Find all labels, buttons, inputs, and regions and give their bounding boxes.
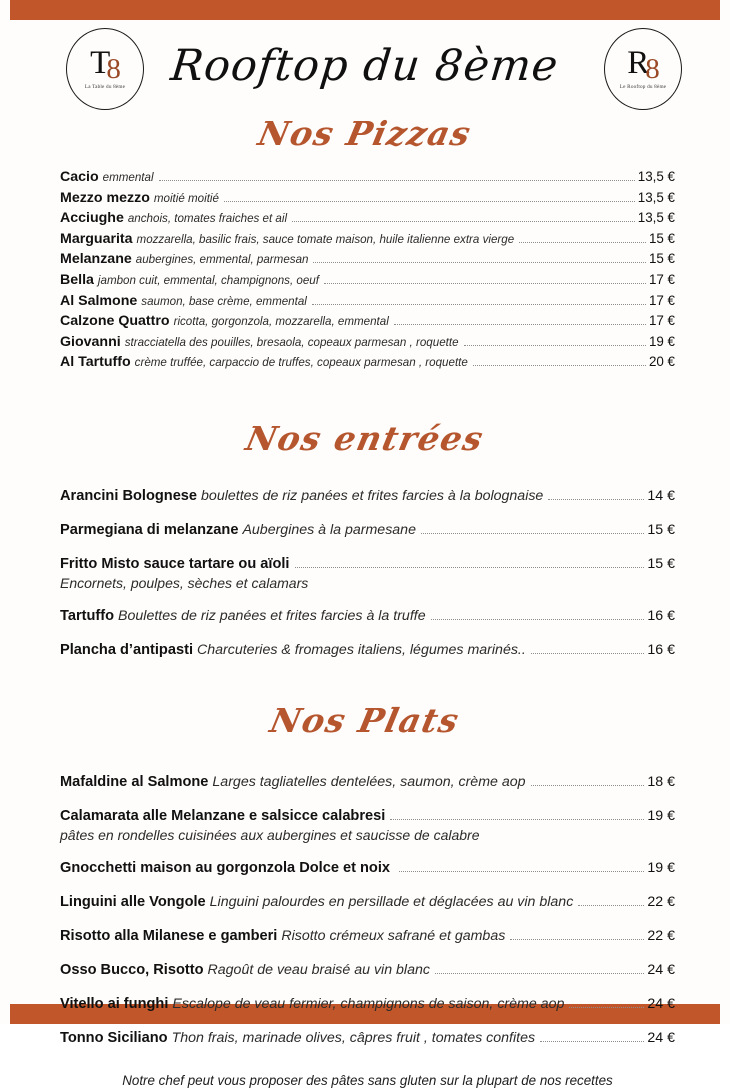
menu-header (10, 20, 720, 112)
item-description: Escalope de veau fermier, champignons de saison, crème aop (172, 995, 565, 1012)
item-name: Calzone Quattro (60, 313, 170, 330)
menu-row (60, 270, 675, 291)
item-description: Risotto crémeux safrané et gambas (281, 927, 506, 944)
logo-la-table-du-8eme (66, 28, 144, 110)
item-name: Al Tartuffo (60, 354, 131, 371)
item-description: emmental (102, 171, 154, 184)
menu-row (60, 928, 675, 945)
menu-row (60, 291, 675, 312)
item-price: 16 € (647, 641, 675, 658)
menu-row (60, 894, 675, 911)
menu-item (60, 774, 675, 791)
dot-leader (324, 283, 646, 284)
menu-row (60, 167, 675, 188)
item-name: Fritto Misto sauce tartare ou aïoli (60, 555, 290, 572)
item-name: Gnocchetti maison au gorgonzola Dolce et noix (60, 859, 391, 876)
menu-item (60, 167, 675, 188)
item-name: Melanzane (60, 251, 132, 268)
menu-row (60, 188, 675, 209)
dot-leader (224, 201, 635, 202)
item-name: Tartuffo (60, 607, 115, 624)
item-description: saumon, base crème, emmental (141, 294, 307, 308)
dot-leader (399, 871, 644, 872)
menu-item (60, 894, 675, 911)
dot-leader (394, 324, 646, 325)
dot-leader (473, 365, 646, 366)
item-description: Aubergines à la parmesane (242, 521, 416, 538)
item-price: 13,5 € (637, 169, 675, 184)
logo-right-subtitle: Le Rooftop du 8ème (619, 84, 667, 91)
menu-row (60, 608, 675, 625)
menu-row (60, 774, 675, 791)
menu-row (60, 488, 675, 505)
item-price: 24 € (647, 961, 675, 978)
item-price: 17 € (648, 292, 675, 308)
item-price: 24 € (647, 995, 675, 1012)
item-name: Marguarita (60, 230, 133, 247)
dot-leader (548, 499, 644, 500)
item-subline: Encornets, poulpes, sèches et calamars (60, 574, 309, 591)
dot-leader (295, 567, 645, 568)
dot-leader (390, 819, 644, 820)
item-price: 15 € (648, 230, 675, 246)
menu-item (60, 996, 675, 1013)
dot-leader (431, 619, 645, 620)
item-name: Linguini alle Vongole (60, 893, 206, 910)
menu-row (60, 332, 675, 353)
menu-item (60, 642, 675, 659)
logo-le-rooftop-du-8eme (604, 28, 682, 110)
dot-leader (421, 533, 644, 534)
menu-item (60, 556, 675, 573)
menu-item (60, 1030, 675, 1047)
dot-leader (531, 653, 645, 654)
item-price: 17 € (648, 313, 675, 329)
item-price: 14 € (647, 487, 675, 504)
logo-left-number: 8 (106, 52, 120, 85)
menu-row (60, 208, 675, 229)
menu-item (60, 229, 675, 250)
item-price: 17 € (648, 271, 675, 287)
item-name: Cacio (60, 169, 99, 185)
menu-row (60, 522, 675, 539)
dot-leader (435, 973, 644, 974)
menu-item (60, 928, 675, 945)
item-description: Thon frais, marinade olives, câpres fruit , tomates confites (171, 1029, 536, 1046)
item-description: boulettes de riz panées et frites farcies à la bolognaise (201, 487, 544, 504)
menu-item (60, 270, 675, 291)
item-name: Tonno Siciliano (60, 1029, 168, 1046)
menu-item (60, 808, 675, 825)
item-description: jambon cuit, emmental, champignons, oeuf (97, 273, 319, 287)
menu-item (60, 249, 675, 270)
item-description: Boulettes de riz panées et frites farcies à la truffe (118, 607, 426, 624)
dot-leader (313, 262, 645, 263)
item-price: 15 € (647, 521, 675, 538)
menu-item (60, 311, 675, 332)
item-description: moitié moitié (153, 191, 219, 205)
item-description: Ragoût de veau braisé au vin blanc (207, 961, 430, 978)
menu-item (60, 522, 675, 539)
item-name: Mezzo mezzo (60, 189, 150, 206)
item-description: anchois, tomates fraiches et ail (127, 212, 288, 226)
gluten-free-note: Notre chef peut vous proposer des pâtes sans gluten sur la plupart de nos recettes (122, 1072, 613, 1088)
logo-right-number: 8 (645, 52, 659, 85)
item-description: Charcuteries & fromages italiens, légumes marinés.. (197, 641, 526, 658)
item-name: Giovanni (60, 333, 121, 350)
item-name: Calamarata alle Melanzane e salsicce calabresi (60, 807, 386, 824)
item-description: mozzarella, basilic frais, sauce tomate maison, huile italienne extra vierge (136, 232, 515, 246)
item-price: 19 € (647, 807, 675, 824)
menu-item (60, 352, 675, 373)
item-description: Linguini palourdes en persillade et déglacées au vin blanc (209, 893, 574, 910)
menu-list-plats (10, 774, 720, 1088)
item-name: Bella (60, 271, 94, 288)
item-price: 20 € (648, 354, 675, 370)
dot-leader (531, 785, 645, 786)
section-heading-entrees: Nos entrées (242, 418, 488, 458)
dot-leader (159, 180, 635, 181)
menu-row (60, 352, 675, 373)
item-price: 13,5 € (637, 189, 675, 205)
dot-leader (312, 304, 646, 305)
item-price: 13,5 € (637, 210, 675, 226)
menu-item (60, 188, 675, 209)
dot-leader (510, 939, 644, 940)
menu-row (60, 642, 675, 659)
menu-item (60, 962, 675, 979)
item-name: Arancini Bolognese (60, 487, 198, 504)
item-name: Risotto alla Milanese e gamberi (60, 927, 278, 944)
dot-leader (578, 905, 644, 906)
logo-left-monogram (90, 44, 120, 85)
section-heading-plats: Nos Plats (266, 700, 464, 740)
menu-row (60, 311, 675, 332)
item-name: Plancha d’antipasti (60, 641, 193, 658)
menu-item (60, 291, 675, 312)
menu-item (60, 860, 675, 877)
item-description: stracciatella des pouilles, bresaola, copeaux parmesan , roquette (124, 335, 459, 349)
dot-leader (464, 345, 646, 346)
menu-item (60, 332, 675, 353)
page-title: Rooftop du 8ème (168, 41, 562, 91)
item-name: Parmegiana di melanzane (60, 521, 239, 538)
item-description: ricotta, gorgonzola, mozzarella, emmental (173, 315, 389, 329)
menu-item (60, 208, 675, 229)
dot-leader (569, 1007, 644, 1008)
item-price: 15 € (647, 555, 675, 572)
item-price: 16 € (647, 607, 675, 624)
menu-row (60, 808, 675, 843)
menu-row (60, 249, 675, 270)
menu-item (60, 608, 675, 625)
item-price: 19 € (648, 333, 675, 349)
item-name: Mafaldine al Salmone (60, 773, 209, 790)
item-price: 15 € (648, 251, 675, 267)
menu-list-entrees (10, 488, 720, 659)
item-price: 22 € (647, 893, 675, 910)
menu-sheet (10, 20, 720, 1088)
item-name: Osso Bucco, Risotto (60, 961, 204, 978)
dot-leader (519, 242, 646, 243)
menu-row (60, 1030, 675, 1047)
section-heading-pizzas: Nos Pizzas (254, 114, 476, 153)
menu-row (60, 229, 675, 250)
menu-list-pizzas (10, 167, 720, 373)
menu-row (60, 556, 675, 591)
logo-right-monogram (627, 44, 659, 85)
item-price: 19 € (647, 859, 675, 876)
item-subline: pâtes en rondelles cuisinées aux aubergines et saucisse de calabre (60, 826, 480, 843)
item-price: 24 € (647, 1029, 675, 1046)
item-description: aubergines, emmental, parmesan (135, 253, 309, 267)
menu-row (60, 860, 675, 877)
item-description: crème truffée, carpaccio de truffes, copeaux parmesan , roquette (134, 356, 468, 370)
item-name: Acciughe (60, 210, 124, 227)
dot-leader (292, 221, 635, 222)
logo-left-letter: T (90, 44, 110, 81)
menu-row (60, 962, 675, 979)
item-name: Al Salmone (60, 292, 138, 309)
item-description: Larges tagliatelles dentelées, saumon, crème aop (212, 773, 526, 790)
dot-leader (540, 1041, 644, 1042)
logo-left-subtitle: La Table du 8ème (84, 84, 126, 91)
logo-right-letter: R (627, 44, 649, 81)
item-name: Vitello ai funghi (60, 995, 169, 1012)
item-price: 18 € (647, 773, 675, 790)
menu-item (60, 488, 675, 505)
item-price: 22 € (647, 927, 675, 944)
menu-row (60, 996, 675, 1013)
top-accent-bar (10, 0, 720, 20)
